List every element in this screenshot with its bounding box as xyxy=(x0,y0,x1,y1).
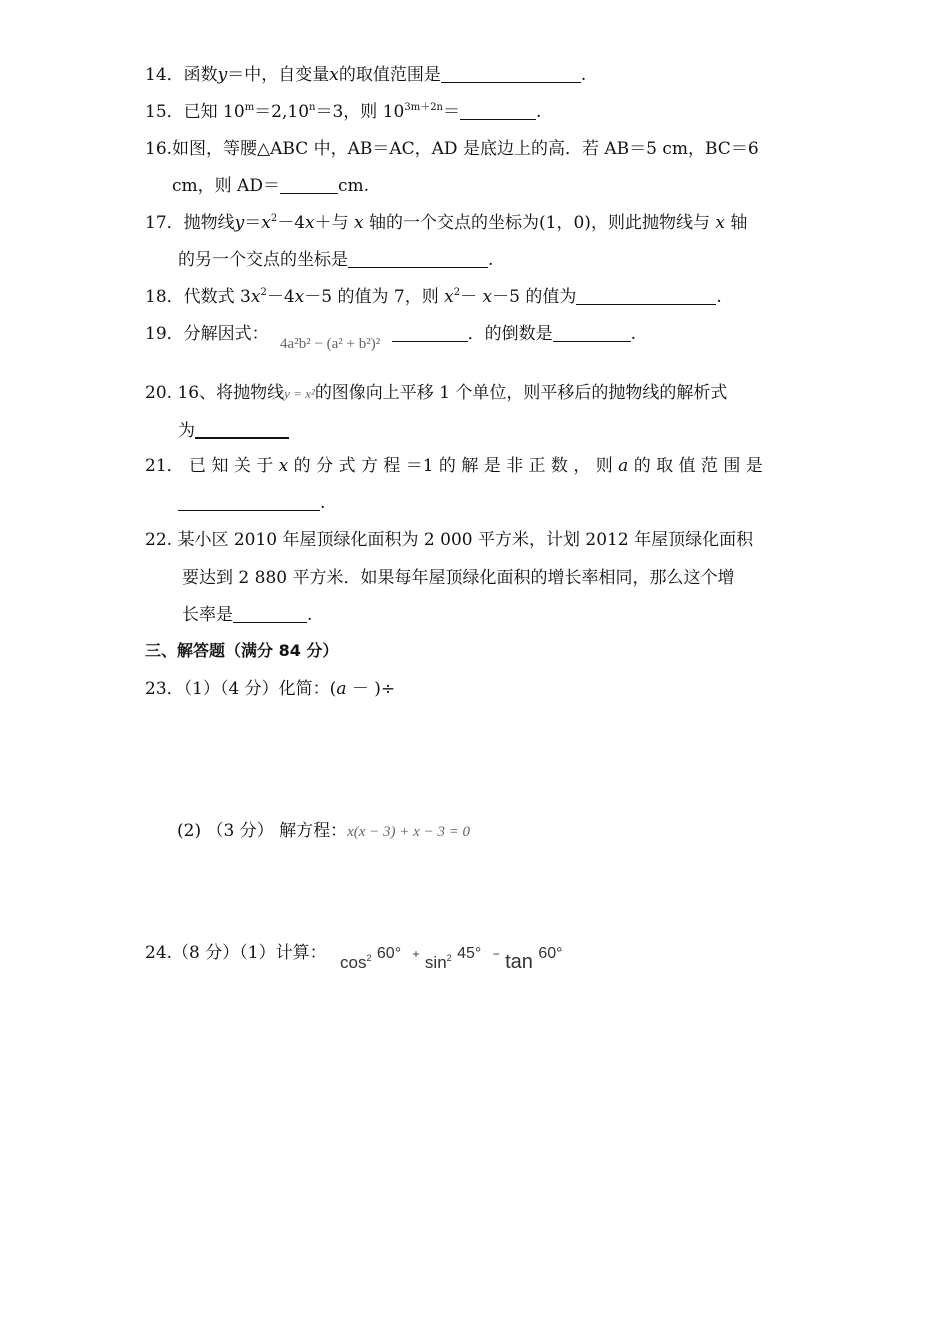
answer-blank[interactable] xyxy=(233,606,307,623)
sin-term: $\sin^2$ xyxy=(424,953,452,972)
answer-blank[interactable] xyxy=(553,325,631,342)
question-23-part2: (2) （3 分） 解方程：x(x − 3) + x − 3 = 0 xyxy=(177,821,471,841)
parabola-expression: y = x² xyxy=(284,386,315,401)
question-20-line1: 20. 16、将抛物线y = x²的图像向上平移 1 个单位，则平移后的抛物线的解析式 xyxy=(145,383,728,403)
question-17-line2: 的另一个交点的坐标是 . xyxy=(178,250,494,270)
tan-term: tan xyxy=(505,951,533,973)
question-19: 19．分解因式： 4a²b² − (a² + b²)² ．的倒数是 . xyxy=(145,324,637,352)
question-23-part1: 23．（1）（4 分）化简：(a － )÷ xyxy=(145,679,396,699)
answer-blank[interactable] xyxy=(280,177,338,194)
question-22-line1: 22. 某小区 2010 年屋顶绿化面积为 2 000 平方米，计划 2012 年屋顶绿化面积 xyxy=(145,530,754,550)
answer-blank[interactable] xyxy=(392,325,468,342)
question-22-line2: 要达到 2 880 平方米．如果每年屋顶绿化面积的增长率相同，那么这个增 xyxy=(182,568,735,588)
question-22-line3: 长率是 . xyxy=(182,605,313,625)
question-21-line2: . xyxy=(178,492,325,514)
cos-term: $\cos^2$ xyxy=(340,953,372,972)
question-17-line1: 17．抛物线$y=x^2-4x+$与 x 轴的一个交点的坐标为(1，0)，则此抛物线与 x 轴 xyxy=(145,213,748,233)
answer-blank[interactable] xyxy=(178,494,320,511)
answer-blank[interactable] xyxy=(460,103,536,120)
question-20-line2: 为 xyxy=(178,420,289,442)
factor-expression: 4a²b² − (a² + b²)² xyxy=(280,336,381,352)
answer-blank[interactable] xyxy=(195,421,289,439)
question-18: 18．代数式 $3x^2-4x-5$ 的值为 7，则 $x^2- x-5$ 的值为 . xyxy=(145,287,722,307)
question-21-line1: 21． 已 知 关 于 x 的 分 式 方 程 ＝1 的 解 是 非 正 数 ， 则 a 的 取 值 范 围 是 xyxy=(145,456,763,476)
section-heading: 三、解答题（满分 84 分） xyxy=(145,641,339,660)
question-number: 14． xyxy=(145,65,184,85)
question-15: 15．已知 $10^m=2,10^n=3$，则 $10^{3m+2n}=$ . xyxy=(145,102,542,122)
question-24: 24.（8 分）（1）计算： $\cos^2 60^\circ + \sin^2 45^\circ - \tan 60^\circ$ xyxy=(145,943,563,973)
equation-expression: x(x − 3) + x − 3 = 0 xyxy=(347,824,471,840)
question-16-line2: cm，则 AD＝ cm. xyxy=(172,176,369,196)
question-14: 14．函数y＝中，自变量x的取值范围是 . xyxy=(145,65,587,85)
answer-blank[interactable] xyxy=(441,66,581,83)
answer-blank[interactable] xyxy=(576,288,716,305)
answer-blank[interactable] xyxy=(348,251,488,268)
question-16-line1: 16.如图，等腰△ABC 中，AB＝AC，AD 是底边上的高．若 AB＝5 cm，BC＝6 xyxy=(145,139,759,159)
